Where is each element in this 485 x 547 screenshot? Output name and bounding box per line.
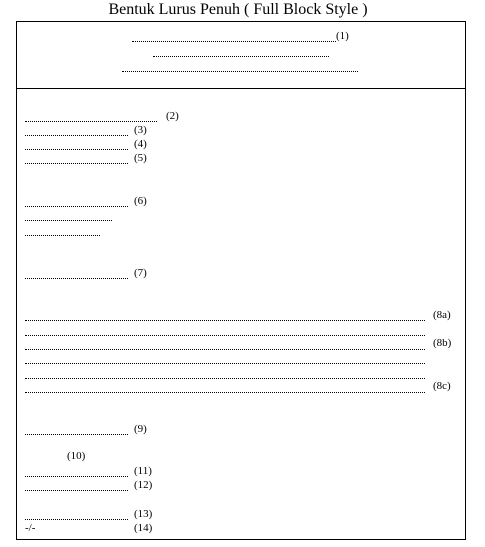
marker-4: (4) — [134, 138, 147, 150]
letterhead-line-1 — [132, 41, 336, 42]
line-8c — [25, 392, 425, 393]
line-8b-1 — [25, 349, 425, 350]
page-title: Bentuk Lurus Penuh ( Full Block Style ) — [108, 1, 368, 18]
letter-frame — [16, 21, 466, 540]
line-8a-2 — [25, 335, 425, 336]
reference-prefix: -/- — [25, 522, 36, 534]
marker-13: (13) — [134, 508, 153, 520]
line-12 — [25, 490, 128, 491]
marker-12: (12) — [134, 479, 153, 491]
line-6 — [25, 206, 128, 207]
line-8a-1 — [25, 320, 425, 321]
marker-8c: (8c) — [433, 380, 451, 392]
line-7 — [25, 278, 128, 279]
line-4 — [25, 149, 128, 150]
marker-5: (5) — [134, 152, 147, 164]
marker-3: (3) — [134, 124, 147, 136]
line-13 — [25, 519, 128, 520]
line-8b-3 — [25, 378, 425, 379]
marker-9: (9) — [134, 423, 147, 435]
marker-2: (2) — [166, 110, 179, 122]
marker-8b: (8b) — [433, 337, 452, 349]
marker-14: (14) — [134, 522, 153, 534]
letterhead-line-3 — [122, 71, 358, 72]
marker-11: (11) — [134, 465, 152, 477]
line-6c — [25, 235, 100, 236]
marker-1: (1) — [336, 30, 349, 42]
line-11 — [25, 476, 128, 477]
marker-6: (6) — [134, 195, 147, 207]
marker-7: (7) — [134, 267, 147, 279]
letterhead-line-2 — [153, 56, 329, 57]
line-5 — [25, 163, 128, 164]
line-8b-2 — [25, 363, 425, 364]
marker-10: (10) — [67, 450, 86, 462]
line-6b — [25, 220, 112, 221]
line-2 — [25, 121, 157, 122]
line-9 — [25, 434, 128, 435]
letterhead-divider — [17, 88, 465, 89]
marker-8a: (8a) — [433, 309, 451, 321]
line-3 — [25, 135, 128, 136]
